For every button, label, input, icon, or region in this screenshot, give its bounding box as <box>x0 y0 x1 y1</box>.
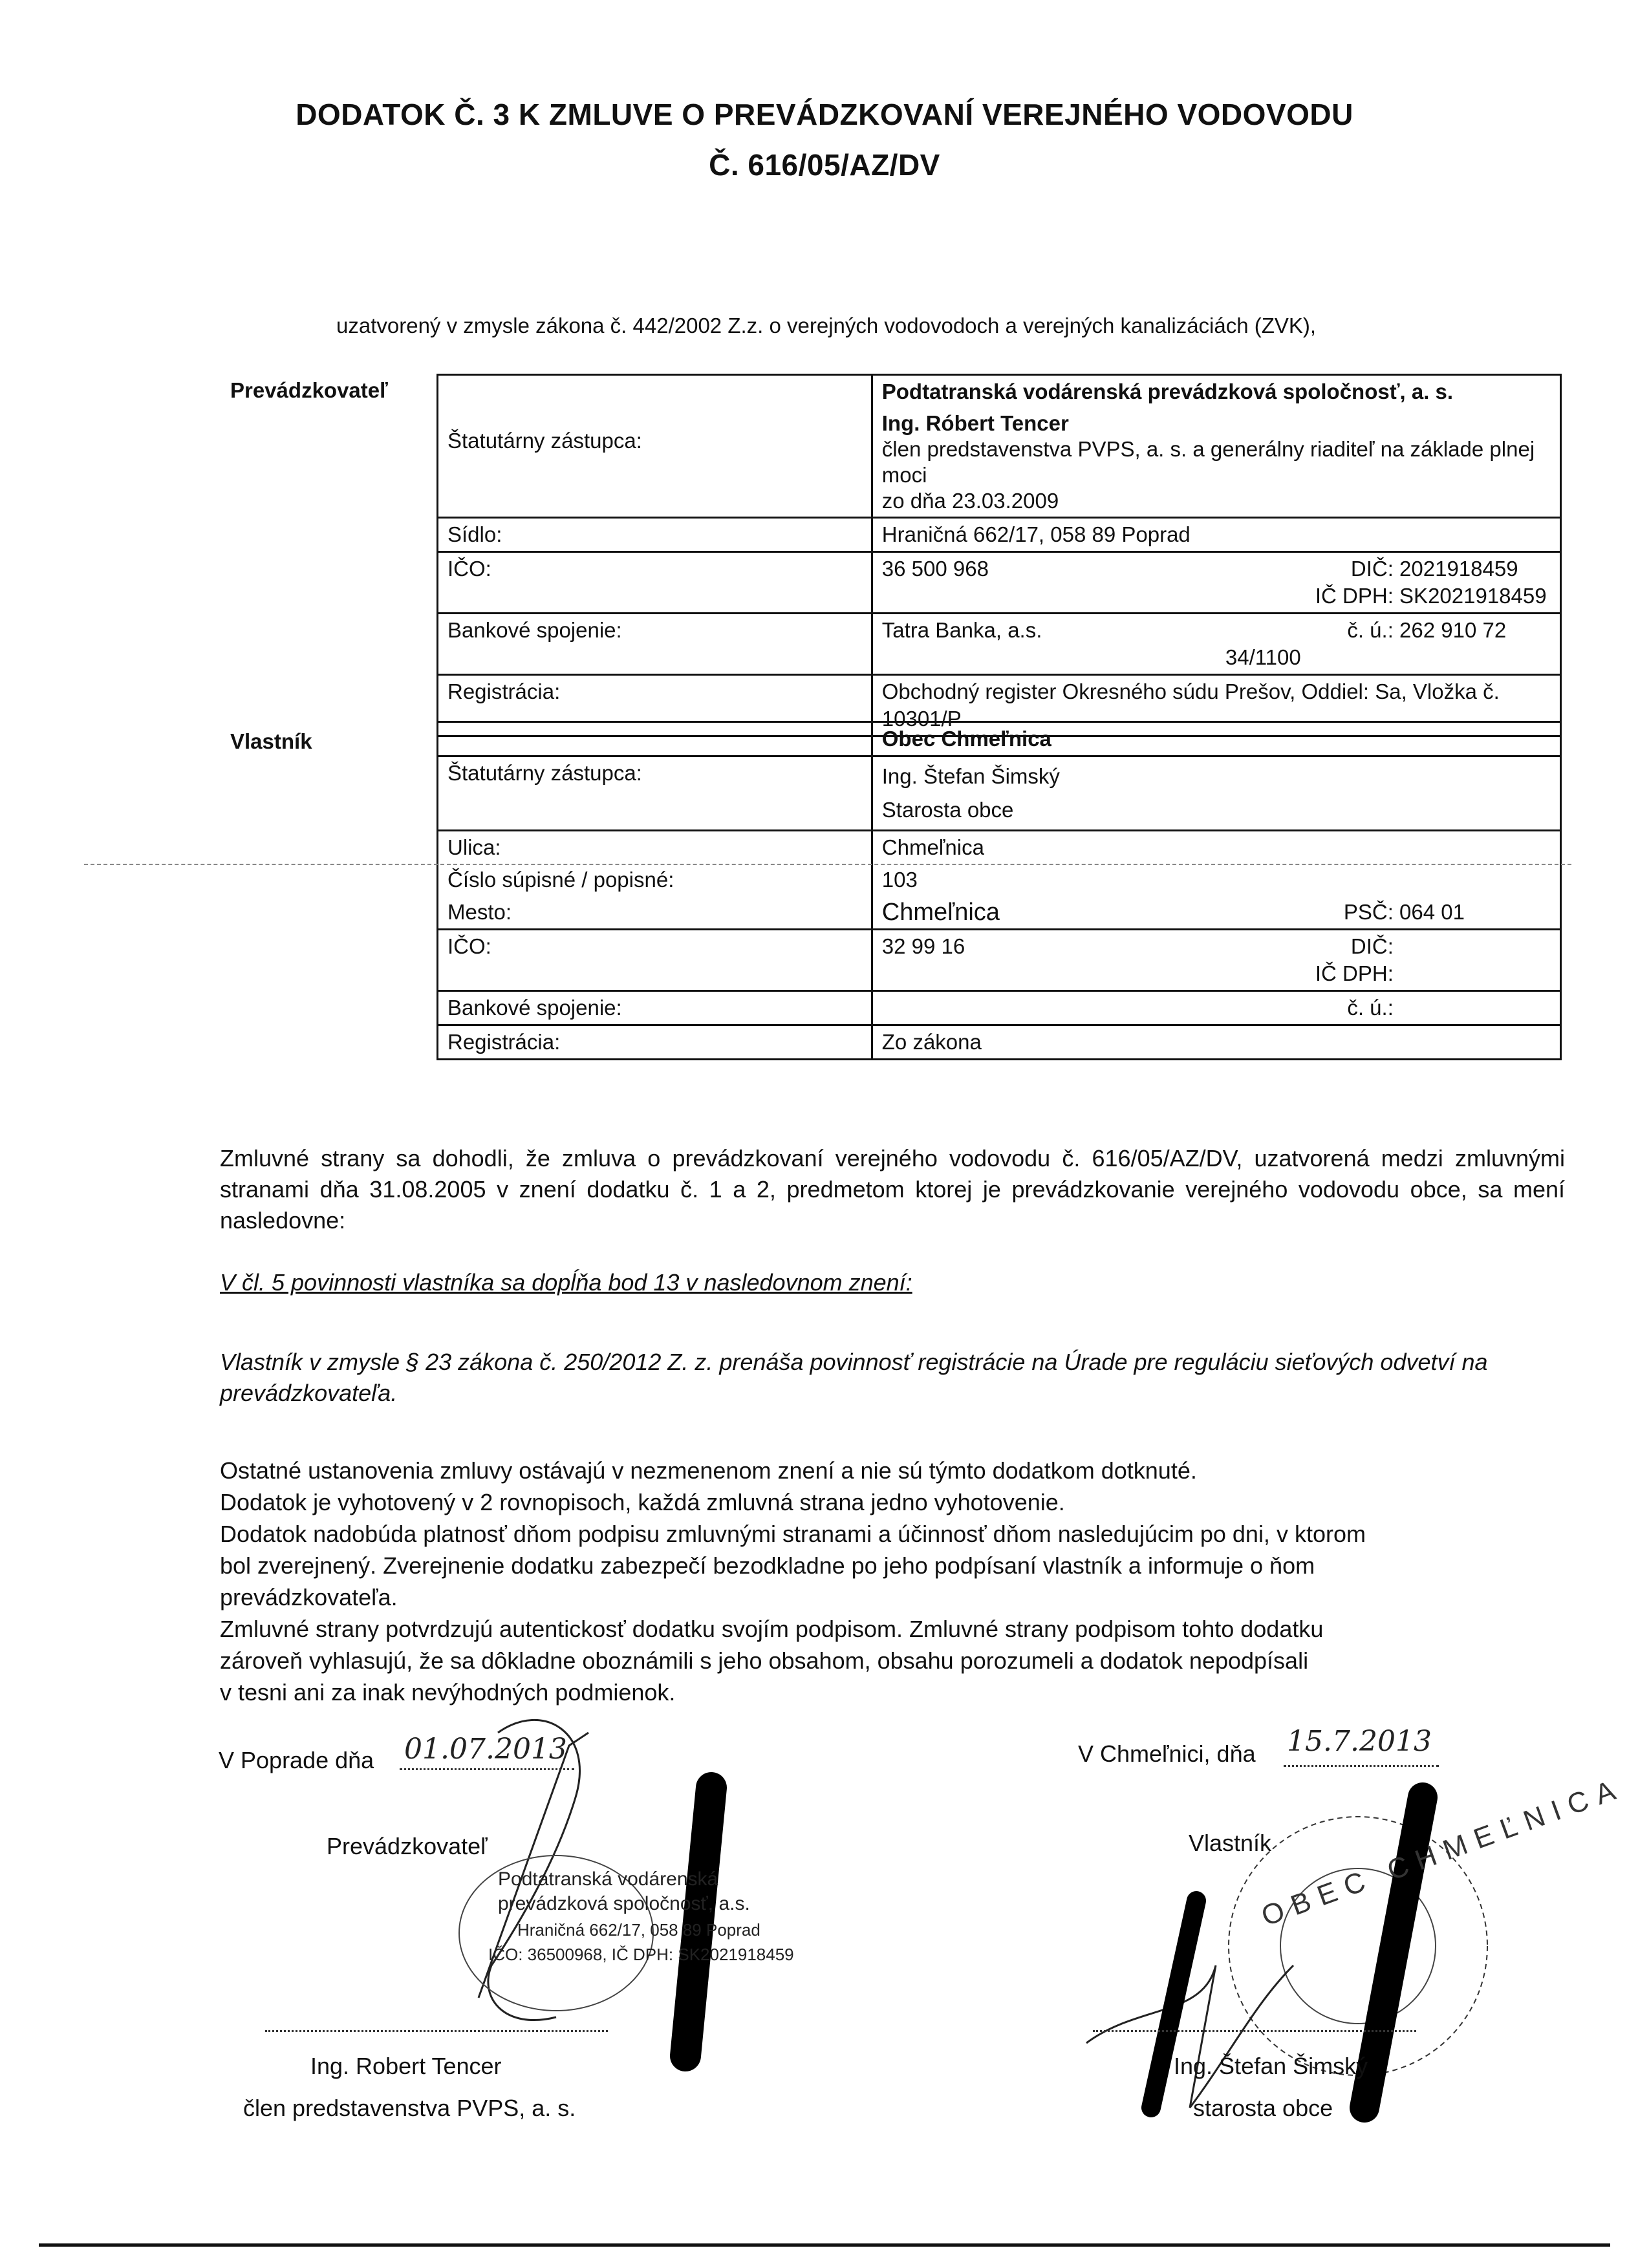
operator-label: Prevádzkovateľ <box>230 378 388 402</box>
right-signer-role: starosta obce <box>1193 2095 1333 2121</box>
left-signer-role: člen predstavenstva PVPS, a. s. <box>243 2095 576 2121</box>
operator-icdph-label: IČ DPH: <box>1315 584 1394 608</box>
owner-label: Vlastník <box>230 729 312 753</box>
owner-number-label: Číslo súpisné / popisné: <box>438 864 872 896</box>
operator-reg: Obchodný register Okresného súdu Prešov, Oddiel: Sa, Vložka č. 10301/P <box>872 675 1560 736</box>
operator-rep-name: Ing. Róbert Tencer <box>881 411 1069 435</box>
owner-dic-label: DIČ: <box>1350 934 1394 958</box>
right-signer-name: Ing. Štefan Šimský <box>1174 2053 1368 2079</box>
closing-line-3a: Dodatok nadobúda platnosť dňom podpisu zmluvnými stranami a účinnosť dňom nasledujúcim po dni, v ktorom <box>220 1521 1366 1547</box>
owner-account-label: č. ú.: <box>1347 996 1394 1020</box>
scan-fold-line <box>84 864 1571 865</box>
owner-psc: 064 01 <box>1399 900 1465 924</box>
owner-number: 103 <box>881 868 918 892</box>
closing-line-1: Ostatné ustanovenia zmluvy ostávajú v nezmenenom znení a nie sú týmto dodatkom dotknuté. <box>220 1457 1197 1484</box>
left-stamp-line-3: Hraničná 662/17, 058 89 Poprad <box>517 1920 760 1940</box>
closing-line-4a: Zmluvné strany potvrdzujú autentickosť dodatku svojím podpisom. Zmluvné strany podpisom tohto dodatku <box>220 1616 1324 1642</box>
body-paragraph-1: Zmluvné strany sa dohodli, že zmluva o prevádzkovaní verejného vodovodu č. 616/05/AZ/DV, uzatvorená medzi zmluvnými stranami dňa 31.08.2005 v znení dodatku č. 1 a 2, predmetom ktorej je prevádzkovanie verejného vodovodu obce, sa mení nasledovne: <box>220 1145 1565 1234</box>
owner-rep-name: Ing. Štefan Šimský <box>881 764 1060 788</box>
amendment-text: Vlastník v zmysle § 23 zákona č. 250/2012 Z. z. prenáša povinnosť registrácie na Úrade pre reguláciu sieťových odvetví na prevádzkovateľa. <box>220 1349 1488 1406</box>
owner-city: Chmeľnica <box>881 899 1000 926</box>
left-place-label: V Poprade dňa <box>219 1747 374 1773</box>
operator-icdph: SK2021918459 <box>1399 584 1547 608</box>
operator-table <box>436 374 1562 737</box>
intro-text: uzatvorený v zmysle zákona č. 442/2002 Z.z. o verejných vodovodoch a verejných kanalizáciách (ZVK), <box>336 314 1317 337</box>
document-title-line1: DODATOK Č. 3 K ZMLUVE O PREVÁDZKOVANÍ VEREJNÉHO VODOVODU <box>296 98 1353 131</box>
closing-line-4b: zároveň vyhlasujú, že sa dôkladne oboznámili s jeho obsahom, obsahu porozumeli a dodatok nepodpísali <box>220 1647 1309 1674</box>
left-date-handwritten: 01.07.2013 <box>404 1733 567 1766</box>
operator-bank: Tatra Banka, a.s. <box>872 614 1216 675</box>
amendment-heading: V čl. 5 povinnosti vlastníka sa dopĺňa bod 13 v nasledovnom znení: <box>220 1269 912 1296</box>
closing-line-3c: prevádzkovateľa. <box>220 1584 398 1610</box>
right-date-handwritten: 15.7.2013 <box>1287 1725 1432 1758</box>
right-signature-line <box>1093 2030 1416 2032</box>
owner-city-label: Mesto: <box>438 896 872 930</box>
right-date-line <box>1284 1765 1439 1767</box>
owner-name: Obec Chmeľnica <box>881 727 1051 751</box>
operator-dic-label: DIČ: <box>1350 557 1394 581</box>
closing-provisions <box>220 1455 1565 1708</box>
operator-ico-label: IČO: <box>438 552 872 614</box>
operator-reg-label: Registrácia: <box>438 675 872 736</box>
owner-psc-label: PSČ: <box>1343 900 1394 924</box>
left-stamp-line-1: Podtatranská vodárenská <box>498 1868 718 1890</box>
owner-street-label: Ulica: <box>438 831 872 864</box>
owner-rep-label: Štatutárny zástupca: <box>438 756 872 831</box>
owner-rep-role: Starosta obce <box>881 798 1014 822</box>
operator-seat: Hraničná 662/17, 058 89 Poprad <box>872 518 1560 552</box>
document-title-line2: Č. 616/05/AZ/DV <box>709 148 940 182</box>
closing-line-3b: bol zverejnený. Zverejnenie dodatku zabezpečí bezodkladne po jeho podpísaní vlastník a informuje o ňom <box>220 1552 1315 1579</box>
operator-rep-label: Štatutárny zástupca: <box>438 408 872 518</box>
page-bottom-rule <box>39 2243 1610 2247</box>
operator-name: Podtatranská vodárenská prevádzková spoločnosť, a. s. <box>881 380 1454 403</box>
left-stamp-line-4: IČO: 36500968, IČ DPH: SK2021918459 <box>488 1945 794 1964</box>
left-party-label: Prevádzkovateľ <box>327 1833 488 1859</box>
owner-icdph-label: IČ DPH: <box>1315 961 1394 985</box>
closing-line-4c: v tesni ani za inak nevýhodných podmienok. <box>220 1679 676 1706</box>
left-signature-line <box>265 2030 608 2032</box>
operator-account-label: č. ú.: <box>1347 618 1394 642</box>
right-party-label: Vlastník <box>1189 1830 1272 1856</box>
operator-rep-role-1: člen predstavenstva PVPS, a. s. a generálny riaditeľ na základe plnej moci <box>881 437 1535 487</box>
closing-line-2: Dodatok je vyhotovený v 2 rovnopisoch, každá zmluvná strana jedno vyhotovenie. <box>220 1489 1065 1515</box>
owner-reg: Zo zákona <box>872 1025 1560 1060</box>
left-signer-name: Ing. Robert Tencer <box>310 2053 502 2079</box>
operator-rep-role-2: zo dňa 23.03.2009 <box>881 489 1059 513</box>
owner-ico-label: IČO: <box>438 930 872 991</box>
owner-reg-label: Registrácia: <box>438 1025 872 1060</box>
operator-account: 262 910 72 34/1100 <box>1225 618 1507 669</box>
operator-bank-label: Bankové spojenie: <box>438 614 872 675</box>
owner-bank-label: Bankové spojenie: <box>438 991 872 1025</box>
right-stamp-text: OBEC CHMEĽNICA <box>1257 1771 1628 1932</box>
owner-table <box>436 721 1562 1060</box>
owner-street: Chmeľnica <box>872 831 1560 864</box>
operator-ico: 36 500 968 <box>872 552 1216 614</box>
operator-seat-label: Sídlo: <box>438 518 872 552</box>
right-place-label: V Chmeľnici, dňa <box>1078 1740 1256 1767</box>
owner-ico: 32 99 16 <box>872 930 1216 991</box>
operator-dic: 2021918459 <box>1399 557 1518 581</box>
left-stamp-line-2: prevádzková spoločnosť, a.s. <box>498 1893 750 1914</box>
